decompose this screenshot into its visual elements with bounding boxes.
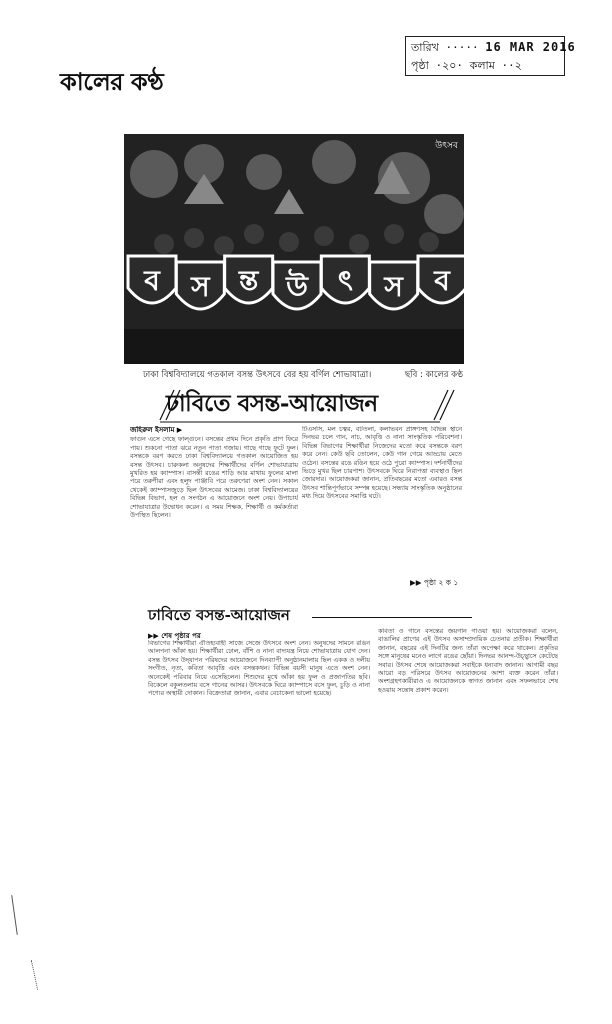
caption-text: ঢাকা বিশ্ববিদ্যালয়ে গতকাল বসন্ত উৎসবে বের হয় বর্ণিল শোভাযাত্রা।	[143, 370, 372, 380]
article-column-2	[302, 426, 462, 586]
stamp-column: ২	[514, 59, 522, 72]
banner-letter: উ	[286, 270, 308, 303]
banner-letter: ন্ত	[239, 264, 259, 297]
stamp-page: ২০	[442, 59, 457, 72]
article-byline: জহিরুল ইসলাম ▶	[130, 426, 183, 434]
continuation-column-1	[148, 640, 370, 822]
article-body-col1: ফাগুন এসে গেছে ফাল্গুনে। বসন্তের প্রথম দিনে প্রকৃতি প্রাণ ফিরে পায়। শুকনো পাতা ঝরে নতুন পাতা গজায়। গাছে গাছে ফুটে ফুল। বসন্তকে বরণ করতে ঢাকা বিশ্ববিদ্যালয়ে গতকাল আয়োজিত হয় বসন্ত উৎসব। চারুকলা অনুষদের শিক্ষার্থীদের বর্ণিল শোভাযাত্রায় মুখরিত হয় ক্যাম্পাস। বাসন্তী রঙের শাড়ি আর মাথায় ফুলের মালা পরে তরুণীরা এবং হলুদ পাঞ্জাবি পরে তরুণেরা অংশ নেন। সকাল থেকেই ক্যাম্পাসজুড়ে ছিল উৎসবের আমেজ। ঢাকা বিশ্ববিদ্যালয়ের বিভিন্ন বিভাগ, হল ও সংগঠন এ আয়োজনে অংশ নেয়। উপাচার্য শোভাযাত্রার উদ্বোধন করেন। এ সময় শিক্ষক, শিক্ষার্থী ও কর্মকর্তারা উপস্থিত ছিলেন।	[130, 436, 298, 520]
banner-letter: ব	[144, 264, 160, 297]
continued-from-marker: ▶▶ শেষ পৃষ্ঠার পর	[148, 632, 201, 640]
stamp-date: 16 MAR 2016	[485, 40, 576, 54]
continuation-column-2	[378, 628, 558, 820]
article-headline: ঢাবিতে বসন্ত-আয়োজন	[166, 390, 378, 417]
photo-section-tag: উৎসব	[435, 141, 458, 151]
photo-caption	[143, 368, 463, 382]
newspaper-masthead: কালের কণ্ঠ	[60, 67, 164, 96]
banner-letter: স	[384, 270, 403, 303]
continuation-headline: ঢাবিতে বসন্ত-আয়োজন	[148, 606, 290, 624]
banner-letter: স	[191, 270, 210, 303]
continuation-body-col1: বিভাগের শিক্ষার্থীরা ঐতিহ্যবাহী সাজে সেজে উৎসবে অংশ নেন। অনুষদের সামনে রঙিন আলপনা আঁকা হয়। শিক্ষার্থীরা ঢোল, বাঁশি ও নানা বাদ্যযন্ত্র নিয়ে শোভাযাত্রায় যোগ দেন। বসন্ত উৎসব উদ্‌যাপন পরিষদের আয়োজনে দিনব্যাপী অনুষ্ঠানমালায় ছিল একক ও দলীয় সংগীত, নৃত্য, কবিতা আবৃত্তি এবং বসন্তকথন। বিভিন্ন বয়সী মানুষ এতে অংশ নেন। অনেকেই পরিবার নিয়ে এসেছিলেন। শিশুদের মুখে আঁকা হয় ফুল ও প্রজাপতির ছবি। বিকেলে বকুলতলায় বসে গানের আসর। উৎসবকে ঘিরে ক্যাম্পাসে বসে ফুল, চুড়ি ও নানা পণ্যের অস্থায়ী দোকান। বিক্রেতারা জানান, এবার বেচাকেনা ভালো হয়েছে।	[148, 640, 370, 698]
scan-artifact	[11, 895, 18, 935]
stamp-page-label: পৃষ্ঠা	[411, 59, 429, 72]
continuation-body-col2: কবিতা ও গানে বসন্তের জয়গান গাওয়া হয়। আয়োজকরা বলেন, বাঙালির প্রাণের এই উৎসব অসাম্প্রদায়িক চেতনার প্রতীক। শিক্ষার্থীরা জানান, বছরের এই দিনটির জন্য তাঁরা অপেক্ষা করে থাকেন। প্রকৃতির সঙ্গে মানুষের মনেও লাগে রঙের ছোঁয়া। দিনভর আনন্দ-উচ্ছ্বাসে কেটেছে সবার। উৎসব শেষে আয়োজকরা সবাইকে ধন্যবাদ জানান। আগামী বছর আরো বড় পরিসরে উৎসব আয়োজনের আশা ব্যক্ত করেন তাঁরা। অংশগ্রহণকারীরাও এ আয়োজনকে স্বাগত জানান এবং সফলভাবে শেষ হওয়ায় সন্তোষ প্রকাশ করেন।	[378, 628, 558, 694]
continuation-rule	[312, 617, 472, 618]
banner-letter: ব	[434, 264, 450, 297]
scan-artifact	[31, 960, 38, 990]
archive-date-stamp: তারিখ ····· 16 MAR 2016 পৃষ্ঠা ·২০· কলাম ··২	[405, 36, 565, 76]
continued-marker: ▶▶ পৃষ্ঠা ২ ক ১	[410, 578, 459, 587]
article-column-1	[130, 426, 298, 586]
banner-letter: ৎ	[337, 264, 353, 297]
stamp-column-label: কলাম	[469, 59, 495, 72]
article-body-col2: টিএসসি, মল চত্বর, বটতলা, কলাভবন প্রাঙ্গণসহ বিভিন্ন স্থানে দিনভর চলে গান, নাচ, আবৃত্তি ও নানা সাংস্কৃতিক পরিবেশনা। বিভিন্ন বিভাগের শিক্ষার্থীরা নিজেদের মতো করে বসন্তকে বরণ করে নেন। কেউ ছবি তোলেন, কেউ গান গেয়ে আড্ডায় মেতে ওঠেন। বসন্তের রঙে রঙিন হয়ে ওঠে পুরো ক্যাম্পাস। দর্শনার্থীদের ভিড়ে মুখর ছিল চারপাশ। উৎসবকে ঘিরে নিরাপত্তা ব্যবস্থাও ছিল জোরদার। আয়োজকরা জানান, প্রতিবছরের মতো এবারও বসন্ত উৎসব শান্তিপূর্ণভাবে সম্পন্ন হয়েছে। সন্ধ্যায় সাংস্কৃতিক অনুষ্ঠানের মধ্য দিয়ে উৎসবের সমাপ্তি ঘটে।	[302, 426, 462, 501]
stamp-date-label: তারিখ	[411, 41, 439, 54]
caption-credit: ছবি : কালের কণ্ঠ	[405, 370, 463, 380]
news-photo	[124, 134, 464, 364]
photo-illustration	[124, 134, 464, 364]
